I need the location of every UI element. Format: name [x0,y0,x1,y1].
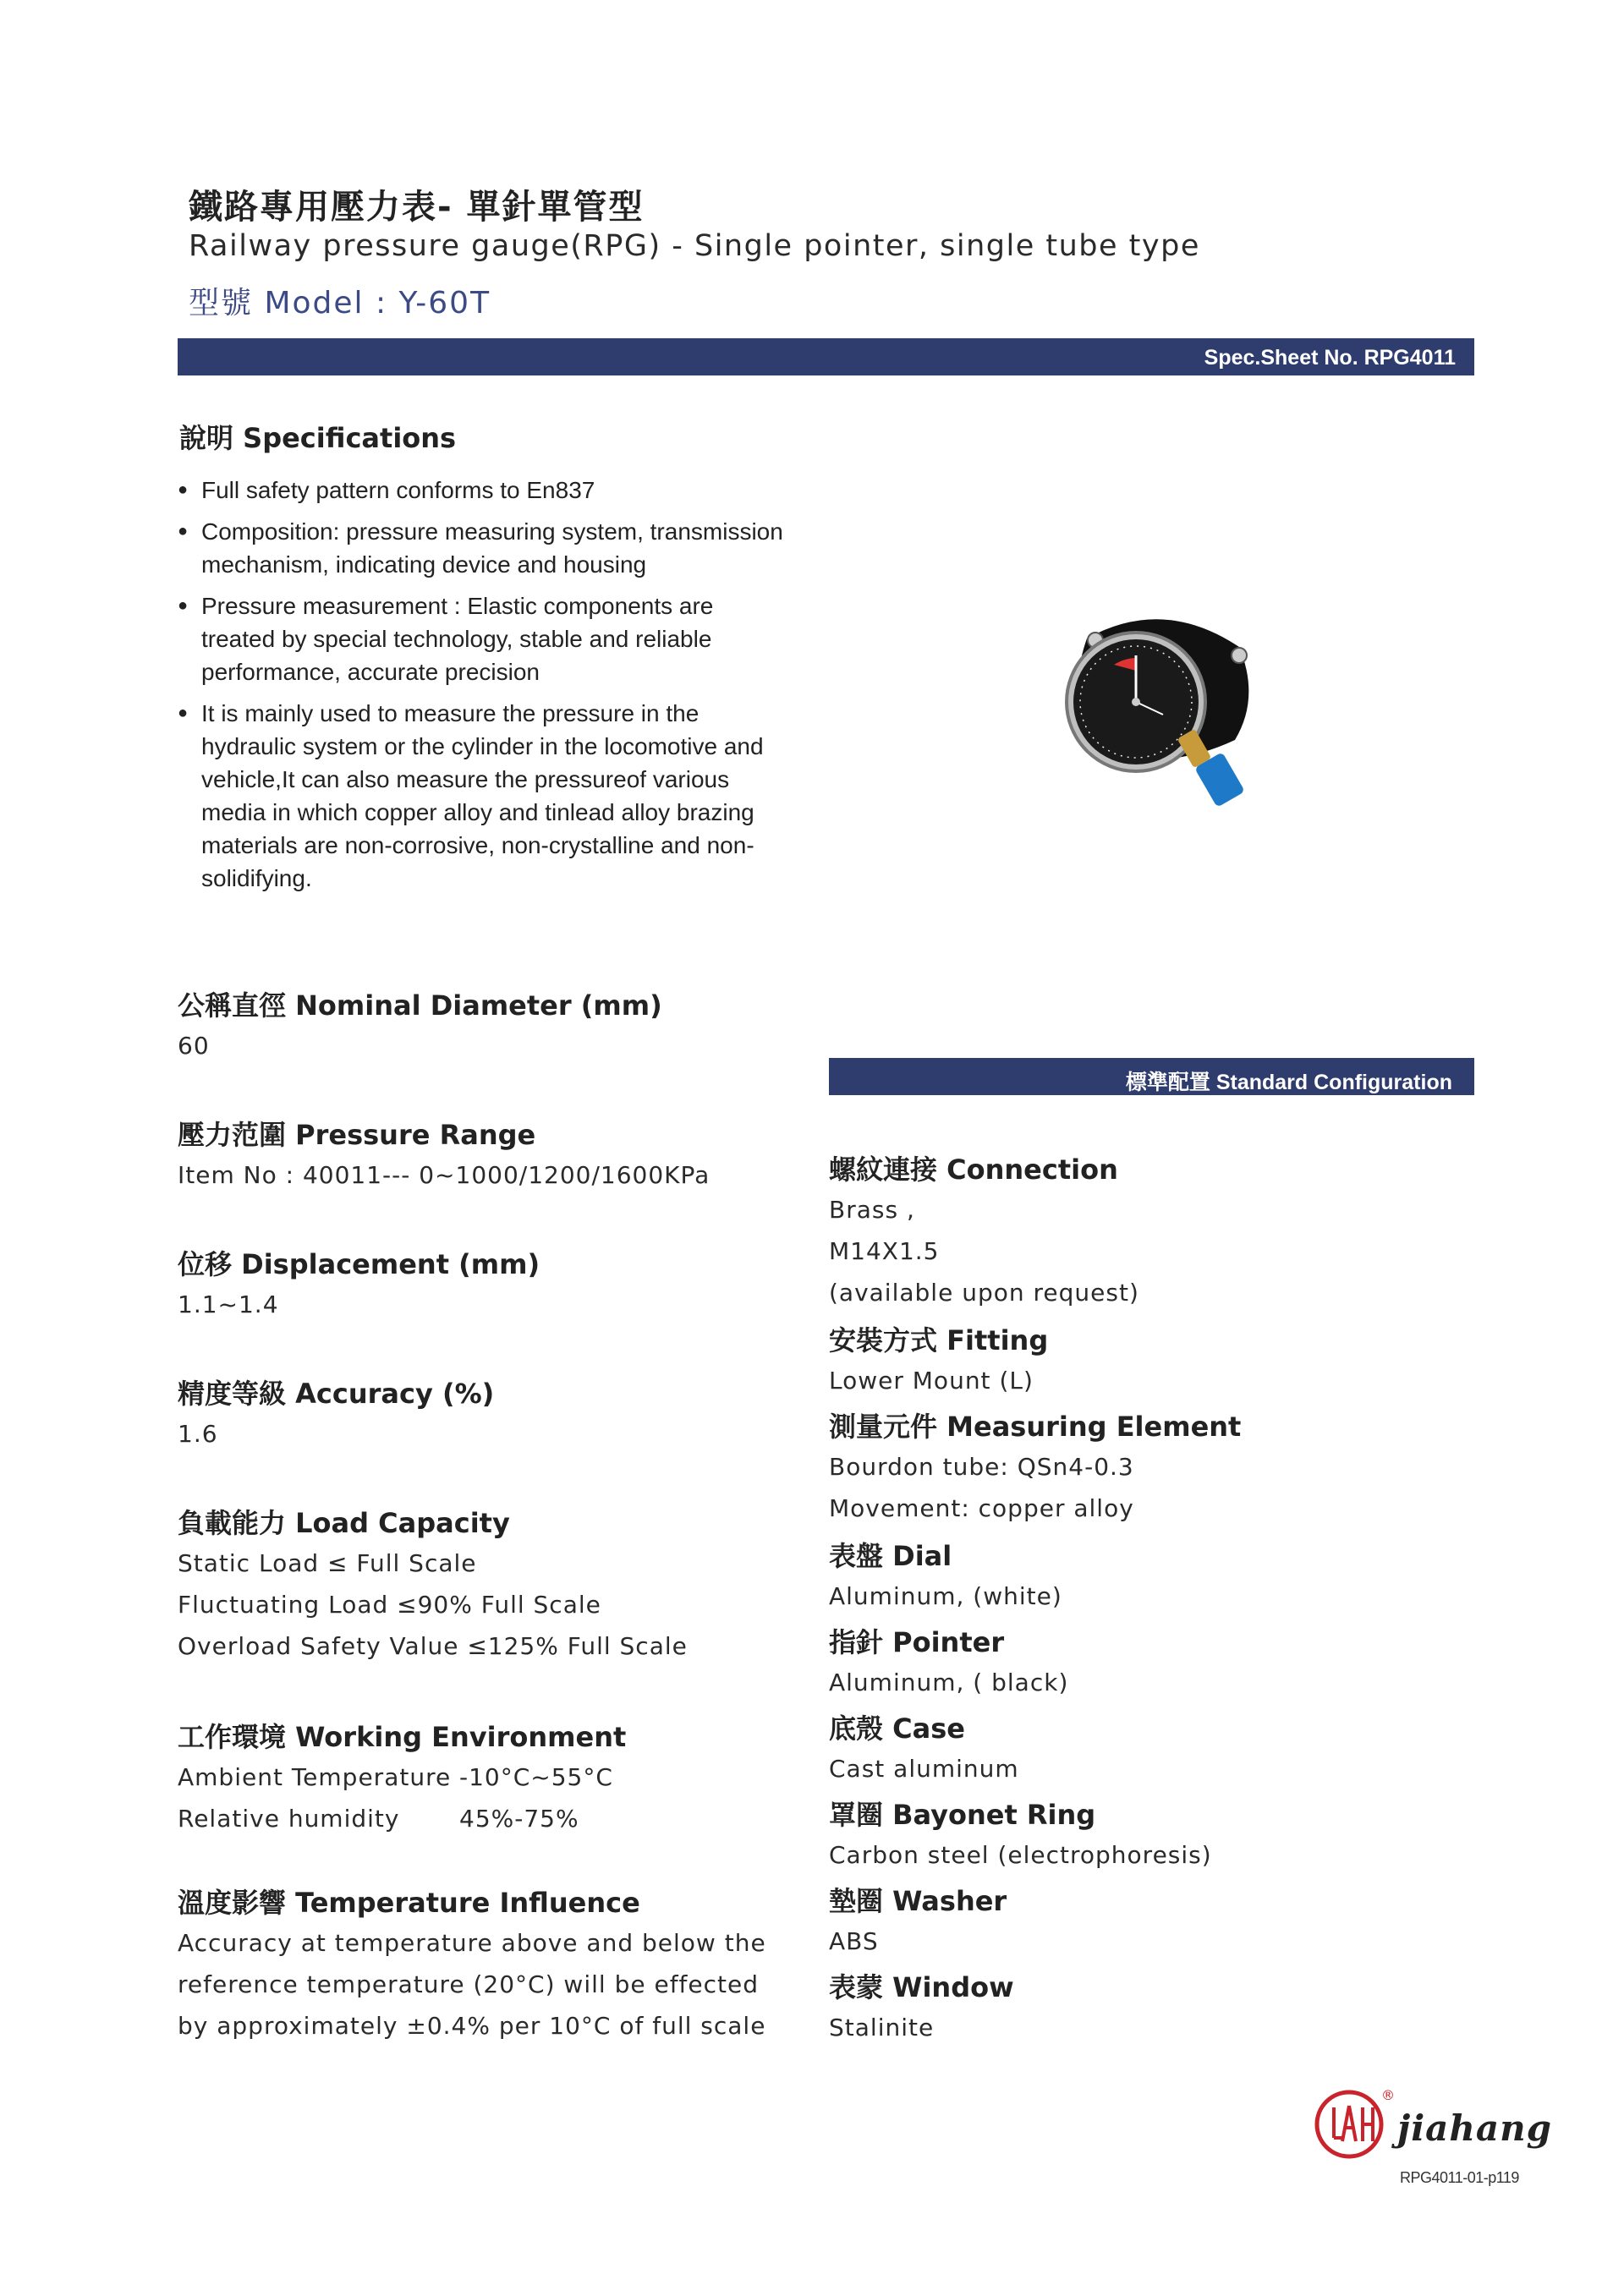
page-title-en: Railway pressure gauge(RPG) - Single pointer, single tube type [189,229,1200,263]
temperature-influence-line: reference temperature (20°C) will be effected [178,1970,760,1998]
relative-humidity-label: Relative humidity [178,1805,400,1833]
static-load-value: Static Load ≤ Full Scale [178,1549,477,1577]
spec-item: ● It is mainly used to measure the pressure in the hydraulic system or the cylinder in the locomotive and vehicle,It can also measure the pressureof various media in which copper alloy and tinlead alloy brazing materials are non-corrosive, non-crystalline and non-solidifying. [178,697,787,895]
overload-value: Overload Safety Value ≤125% Full Scale [178,1632,688,1660]
jiahang-logo-icon [1314,2089,1385,2160]
connection-value: (available upon request) [829,1279,1139,1307]
document-code: RPG4011-01-p119 [1400,2169,1519,2186]
spec-item: ● Composition: pressure measuring system, transmission mechanism, indicating device and housing [178,515,787,581]
nominal-diameter-value: 60 [178,1032,210,1060]
specifications-title: 說明 Specifications [179,422,457,454]
temperature-influence-line: by approximately ±0.4% per 10°C of full scale [178,2012,766,2040]
temperature-influence-label: 溫度影響 Temperature Influence [178,1887,640,1919]
accuracy-value: 1.6 [178,1420,218,1448]
load-capacity-label: 負載能力 Load Capacity [178,1507,510,1539]
registered-mark: ® [1381,2087,1395,2103]
case-value: Cast aluminum [829,1755,1019,1783]
washer-label: 墊圈 Washer [829,1885,1007,1917]
dial-value: Aluminum, (white) [829,1582,1062,1610]
measuring-element-value: Movement: copper alloy [829,1494,1134,1522]
bayonet-ring-value: Carbon steel (electrophoresis) [829,1841,1212,1869]
specifications-list [178,474,787,903]
bayonet-ring-label: 罩圈 Bayonet Ring [829,1799,1096,1831]
spec-item: ● Full safety pattern conforms to En837 [178,474,787,507]
washer-value: ABS [829,1927,879,1955]
working-environment-label: 工作環境 Working Environment [178,1721,627,1753]
displacement-label: 位移 Displacement (mm) [178,1248,540,1280]
fitting-value: Lower Mount (L) [829,1367,1034,1395]
ambient-temperature-label: Ambient Temperature [178,1763,452,1791]
displacement-value: 1.1~1.4 [178,1290,279,1318]
spec-item: ● Pressure measurement : Elastic components are treated by special technology, stable and reliable performance, accurate precision [178,589,787,688]
pointer-value: Aluminum, ( black) [829,1669,1069,1696]
fluctuating-load-value: Fluctuating Load ≤90% Full Scale [178,1591,601,1619]
nominal-diameter-label: 公稱直徑 Nominal Diameter (mm) [178,989,662,1022]
page-title-zh: 鐵路專用壓力表- 單針單管型 [189,188,645,227]
connection-label: 螺紋連接 Connection [829,1153,1118,1186]
measuring-element-label: 測量元件 Measuring Element [829,1411,1242,1443]
connection-value: M14X1.5 [829,1237,940,1265]
connection-value: Brass , [829,1196,915,1224]
pointer-label: 指針 Pointer [829,1626,1005,1658]
spec-sheet-number: Spec.Sheet No. RPG4011 [1204,346,1456,370]
pressure-range-value: Item No : 40011--- 0~1000/1200/1600KPa [178,1161,710,1189]
relative-humidity-value: 45%-75% [459,1805,579,1833]
standard-configuration-title: 標準配置 Standard Configuration [1125,1071,1452,1094]
accuracy-label: 精度等級 Accuracy (%) [178,1378,495,1410]
window-label: 表蒙 Window [829,1971,1014,2003]
temperature-influence-line: Accuracy at temperature above and below the [178,1929,766,1957]
standard-configuration-bar [829,1058,1474,1095]
window-value: Stalinite [829,2014,935,2041]
pressure-gauge-image [1036,605,1290,825]
model-number: 型號 Model : Y-60T [189,286,491,321]
pressure-range-label: 壓力范圍 Pressure Range [178,1119,536,1151]
fitting-label: 安裝方式 Fitting [829,1324,1049,1356]
spec-sheet-bar [178,338,1474,375]
case-label: 底殼 Case [829,1712,965,1745]
dial-label: 表盤 Dial [829,1540,952,1572]
brand-name: jiahang [1397,2107,1553,2149]
measuring-element-value: Bourdon tube: QSn4-0.3 [829,1453,1134,1481]
ambient-temperature-value: -10°C~55°C [459,1763,613,1791]
